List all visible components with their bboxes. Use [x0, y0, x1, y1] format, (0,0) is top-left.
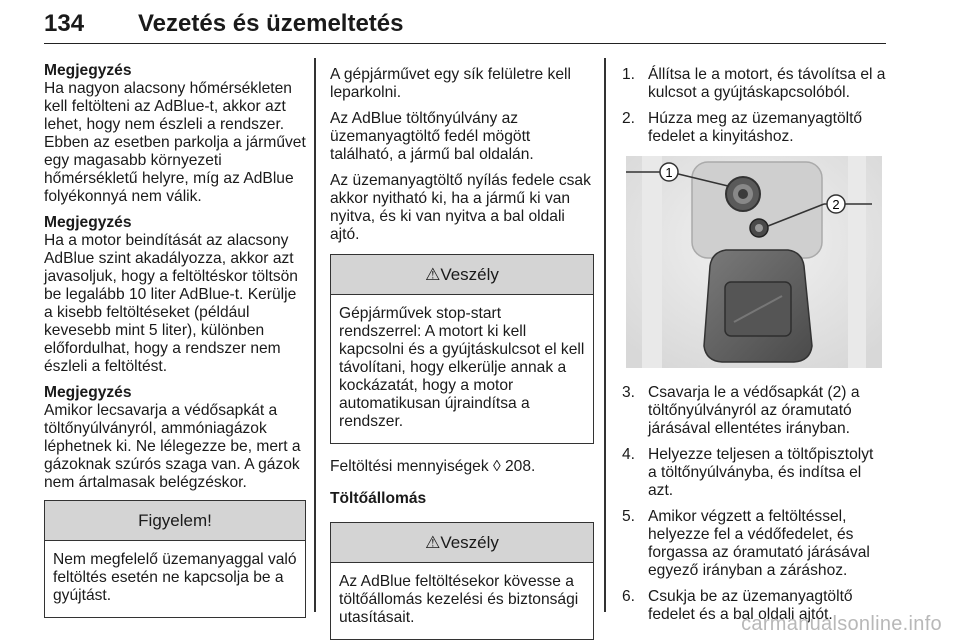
warning-icon: ⚠: [425, 265, 441, 284]
paragraph: Az AdBlue töltőnyúlvány az üzemanyagtöltő fedél mögött található, a jármű bal oldalán.: [330, 110, 534, 163]
note-heading: Megjegyzés: [44, 384, 132, 401]
danger-box: [330, 522, 594, 640]
callout-label-2: 2: [832, 197, 840, 212]
note-heading: Megjegyzés: [44, 62, 132, 79]
list-item: [622, 110, 886, 146]
warning-icon: ⚠: [425, 533, 441, 552]
list-item: [622, 446, 886, 500]
capacity-line: [330, 458, 594, 476]
danger-heading: Veszély: [440, 265, 499, 284]
filler-recess: [692, 162, 822, 258]
step-text: Húzza meg az üzemanyagtöltő fedelet a kinyitáshoz.: [648, 110, 863, 145]
column-divider: [314, 58, 316, 612]
step-number: 3.: [622, 384, 636, 401]
danger-text: Az AdBlue feltöltésekor kövesse a töltőállomás kezelési és biztonsági utasításait.: [339, 573, 579, 626]
capacity-reference-link[interactable]: ◊ 208.: [492, 458, 536, 475]
paragraph: A gépjárművet egy sík felületre kell leparkolni.: [330, 66, 571, 101]
paragraph: Az üzemanyagtöltő nyílás fedele csak akkor nyitható ki, ha a jármű ki van nyitva, és ki van nyitva a bal oldali ajtó.: [330, 172, 591, 243]
step-number: 2.: [622, 110, 636, 127]
column-right: [622, 66, 886, 632]
note-text: Ha a motor beindítását az alacsony AdBlue szint akadályozza, akkor azt javasoljuk, hogy a feltöltéskor töltsön be legalább 10 liter AdBlue-t. Kerülje a kisebb feltöltéseket (például kevesebb mint 5 liter), különben előfordulhat, hogy a rendszer nem észleli a feltöltést.: [44, 232, 298, 375]
adblue-filler-illustration: [622, 156, 884, 368]
list-item: [622, 66, 886, 102]
column-left: [44, 62, 306, 618]
list-item: [622, 384, 886, 438]
steps-list: [622, 384, 886, 624]
step-number: 5.: [622, 508, 636, 525]
page-number: 134: [44, 10, 85, 37]
caution-text: Nem megfelelő üzemanyaggal való feltöltés esetén ne kapcsolja be a gyújtást.: [53, 551, 297, 604]
page-header: [44, 4, 886, 44]
page-title: Vezetés és üzemeltetés: [138, 10, 404, 37]
column-middle: [330, 66, 594, 640]
watermark: carmanualsonline.info: [741, 613, 942, 635]
note-heading: Megjegyzés: [44, 214, 132, 231]
step-number: 1.: [622, 66, 636, 83]
danger-header: [331, 523, 593, 563]
caution-box: [44, 500, 306, 618]
capacity-text: Feltöltési mennyiségek: [330, 458, 489, 475]
note-block: [44, 62, 306, 206]
note-text: Ha nagyon alacsony hőmérsékleten kell feltölteni az AdBlue-t, akkor azt lehet, hogy nem észleli a rendszer. Ebben az esetben parkolja a járművet egy magasabb környezeti hőmérsékletű helyre, míg az AdBlue folyékonnyá nem válik.: [44, 80, 306, 205]
note-block: [44, 384, 306, 492]
note-text: Amikor lecsavarja a védősapkát a töltőnyúlványról, ammóniagázok léphetnek ki. Ne lélegezze be, mert a gázoknak szúrós szaga van. A gázok nem ártalmasak belégzéskor.: [44, 402, 301, 491]
step-text: Állítsa le a motort, és távolítsa el a kulcsot a gyújtáskapcsolóból.: [648, 66, 886, 101]
step-number: 6.: [622, 588, 636, 605]
step-number: 4.: [622, 446, 636, 463]
section-heading: Töltőállomás: [330, 490, 427, 507]
list-item: [622, 508, 886, 580]
filler-diagram: [622, 156, 884, 368]
caution-heading: Figyelem!: [45, 501, 305, 541]
steps-list: [622, 66, 886, 146]
note-block: [44, 214, 306, 376]
step-text: Amikor végzett a feltöltéssel, helyezze fel a védőfedelet, és forgassa az óramutató járásával egyező irányban a záráshoz.: [648, 508, 870, 579]
step-text: Csavarja le a védősapkát (2) a töltőnyúlványról az óramutató járásával ellentétes irányban.: [648, 384, 860, 437]
danger-box: [330, 254, 594, 444]
step-text: Helyezze teljesen a töltőpisztolyt a töltőnyúlványba, és indítsa el azt.: [648, 446, 874, 499]
step-text: Csukja be az üzemanyagtöltő fedelet és a bal oldali ajtót.: [648, 588, 853, 623]
danger-text: Gépjárművek stop-start rendszerrel: A motort ki kell kapcsolni és a gyújtáskulcsot el kell távolítani, hogy elkerülje annak a kockázatát, hogy a motor automatikusan újraindítsa a rendszer.: [339, 305, 585, 430]
danger-heading: Veszély: [440, 533, 499, 552]
column-divider: [604, 58, 606, 612]
danger-header: [331, 255, 593, 295]
callout-label-1: 1: [665, 165, 673, 180]
